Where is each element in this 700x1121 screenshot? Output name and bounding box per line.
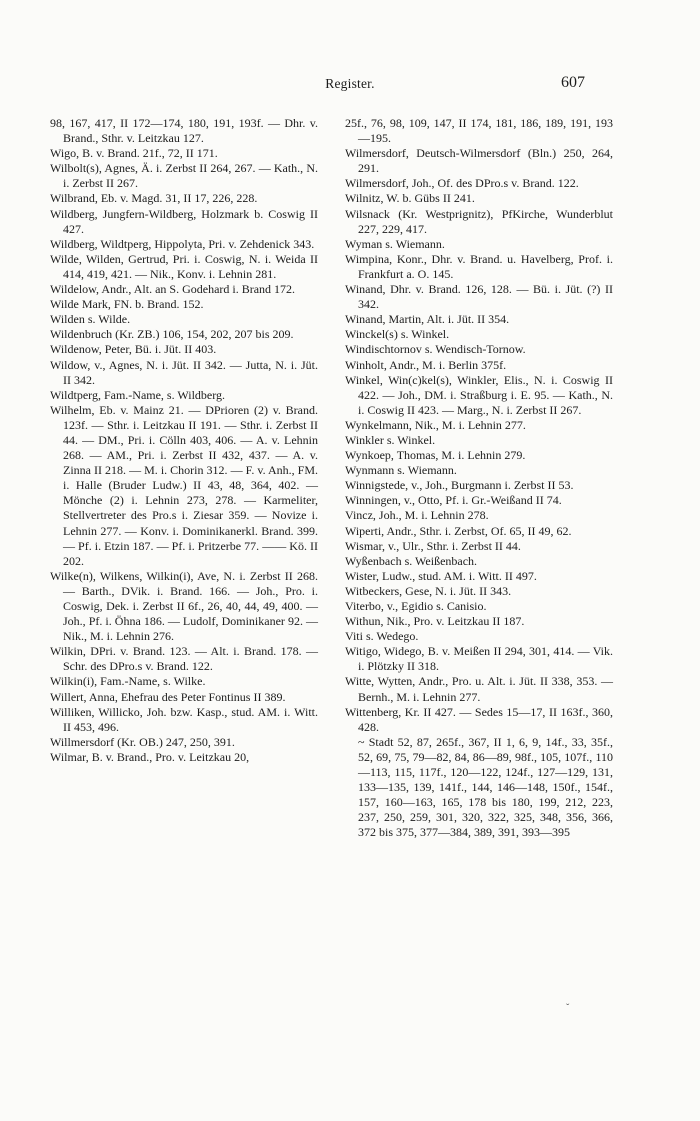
index-entry: Wynkelmann, Nik., M. i. Lehnin 277. xyxy=(345,417,526,432)
index-entry: Wildenbruch (Kr. ZB.) 106, 154, 202, 207 bis 209. xyxy=(50,327,294,342)
index-entry: Wildtperg, Fam.-Name, s. Wildberg. xyxy=(50,387,226,402)
index-entry: Willmersdorf (Kr. OB.) 247, 250, 391. xyxy=(50,734,235,749)
index-entry: Williken, Willicko, Joh. bzw. Kasp., stud. AM. i. Witt. II 453, 496. xyxy=(50,704,318,734)
index-entry: Wildelow, Andr., Alt. an S. Godehard i. Brand 172. xyxy=(50,282,296,297)
index-entry: Wildenow, Peter, Bü. i. Jüt. II 403. xyxy=(50,342,217,357)
index-entry: Winand, Dhr. v. Brand. 126, 128. — Bü. i. Jüt. (?) II 342. xyxy=(345,282,613,312)
index-entry: Wilsnack (Kr. Westprignitz), PfKirche, Wunderblut 227, 229, 417. xyxy=(345,206,613,236)
index-entry: Wimpina, Konr., Dhr. v. Brand. u. Havelberg, Prof. i. Frankfurt a. O. 145. xyxy=(345,251,613,281)
index-column-right xyxy=(345,116,613,841)
index-entry: Winkel, Win(c)kel(s), Winkler, Elis., N. i. Coswig II 422. — Joh., DM. i. Straßburg i. E. 95. — Kath., N. i. Coswig II 423. — Marg., N. i. Zerbst II 267. xyxy=(345,372,613,417)
index-entry: Wilnitz, W. b. Gübs II 241. xyxy=(345,191,475,206)
index-entry: Wilbolt(s), Agnes, Ä. i. Zerbst II 264, 267. — Kath., N. i. Zerbst II 267. xyxy=(50,161,318,191)
index-entry: Wilke(n), Wilkens, Wilkin(i), Ave, N. i. Zerbst II 268. — Barth., DVik. i. Brand. 166. — Joh., Pro. i. Coswig, Dek. i. Zerbst II 6f., 26, 40, 44, 49, 400. — Joh., Pf. i. Öhna 186. — Ludolf, Dominikaner 92. — Nik., M. i. Lehnin 276. xyxy=(50,568,318,644)
index-entry: Wilkin, DPri. v. Brand. 123. — Alt. i. Brand. 178. — Schr. des DPro.s v. Brand. 122. xyxy=(50,644,318,674)
index-entry: Witbeckers, Gese, N. i. Jüt. II 343. xyxy=(345,583,512,598)
index-entry: Winnigstede, v., Joh., Burgmann i. Zerbst II 53. xyxy=(345,478,574,493)
index-column-left xyxy=(50,116,318,765)
running-title: Register. xyxy=(325,76,375,91)
index-entry: Wilmar, B. v. Brand., Pro. v. Leitzkau 20, xyxy=(50,749,250,764)
index-entry: Winningen, v., Otto, Pf. i. Gr.-Weißand II 74. xyxy=(345,493,562,508)
index-entry: Winkler s. Winkel. xyxy=(345,432,436,447)
index-entry: Witigo, Widego, B. v. Meißen II 294, 301, 414. — Vik. i. Plötzky II 318. xyxy=(345,644,613,674)
index-entry: Wismar, v., Ulr., Sthr. i. Zerbst II 44. xyxy=(345,538,521,553)
index-entry: Wynkoep, Thomas, M. i. Lehnin 279. xyxy=(345,448,526,463)
index-entry: Winholt, Andr., M. i. Berlin 375f. xyxy=(345,357,507,372)
index-entry: Viterbo, v., Egidio s. Canisio. xyxy=(345,599,487,613)
index-entry: Witte, Wytten, Andr., Pro. u. Alt. i. Jüt. II 338, 353. — Bernh., M. i. Lehnin 277. xyxy=(345,674,613,704)
index-entry: Wister, Ludw., stud. AM. i. Witt. II 497. xyxy=(345,568,537,583)
index-entry: Wilhelm, Eb. v. Mainz 21. — DPrioren (2) v. Brand. 123f. — Sthr. i. Leitzkau II 191. — Sthr. i. Zerbst II 44. — DM., Pri. i. Cölln 403, 406. — A. v. Lehnin 268. — AM., Pri. i. Zerbst II 432, 437. — A. v. Zinna II 218. — M. i. Chorin 312. — F. v. Anh., FM. i. Halle (Bruder Ludw.) II 43, 48, 364, 402. — Mönche (2) i. Lehnin 273, 278. — Karmeliter, Stellvertreter des Pro.s i. Ziesar 359. — Novize i. Lehnin 277. — Konv. i. Dominikanerkl. Brand. 399. — Pf. i. Etzin 187. — Pf. i. Pritzerbe 77. —— Kö. II 202. xyxy=(50,402,318,568)
print-mark: ˇ xyxy=(566,1003,570,1014)
index-entry: Wilkin(i), Fam.-Name, s. Wilke. xyxy=(50,674,206,689)
index-entry: Withun, Nik., Pro. v. Leitzkau II 187. xyxy=(345,614,525,629)
index-entry: Wiperti, Andr., Sthr. i. Zerbst, Of. 65, II 49, 62. xyxy=(345,523,572,538)
index-entry: Winckel(s) s. Winkel. xyxy=(345,327,450,342)
index-entry: Wilbrand, Eb. v. Magd. 31, II 17, 226, 228. xyxy=(50,191,258,206)
page-number: 607 xyxy=(561,74,585,91)
index-entry: Wyßenbach s. Weißenbach. xyxy=(345,553,478,568)
index-entry: Willert, Anna, Ehefrau des Peter Fontinus II 389. xyxy=(50,689,286,704)
index-entry: Windischtornov s. Wendisch-Tornow. xyxy=(345,342,526,357)
index-entry: Wilde Mark, FN. b. Brand. 152. xyxy=(50,297,204,312)
index-entry: Wilden s. Wilde. xyxy=(50,312,131,327)
index-entry: Wittenberg, Kr. II 427. — Sedes 15—17, II 163f., 360, 428. xyxy=(345,704,613,734)
index-entry: 25f., 76, 98, 109, 147, II 174, 181, 186, 189, 191, 193—195. xyxy=(345,116,613,146)
index-entry: Vincz, Joh., M. i. Lehnin 278. xyxy=(345,508,489,523)
index-entry: Wigo, B. v. Brand. 21f., 72, II 171. xyxy=(50,146,218,161)
index-entry: 98, 167, 417, II 172—174, 180, 191, 193f. — Dhr. v. Brand., Sthr. v. Leitzkau 127. xyxy=(50,116,318,146)
index-entry: Wilmersdorf, Joh., Of. des DPro.s v. Brand. 122. xyxy=(345,176,579,191)
index-entry: ~ Stadt 52, 87, 265f., 367, II 1, 6, 9, 14f., 33, 35f., 52, 69, 75, 79—82, 84, 86—89, 98f., 105, 107f., 110—113, 115, 117f., 120—122, 124f., 127—129, 131, 133—135, 139, 141f., 144, 146—148, 150f., 154f., 157, 160—163, 165, 178 bis 180, 199, 212, 223, 237, 250, 259, 301, 320, 322, 325, 348, 356, 366, 372 bis 375, 377—384, 389, 391, 393—395 xyxy=(358,734,613,840)
index-entry: Wynmann s. Wiemann. xyxy=(345,463,457,478)
index-entry: Wildberg, Wildtperg, Hippolyta, Pri. v. Zehdenick 343. xyxy=(50,236,315,251)
index-entry: Wilde, Wilden, Gertrud, Pri. i. Coswig, N. i. Weida II 414, 419, 421. — Nik., Konv. i. Lehnin 281. xyxy=(50,251,318,281)
index-entry: Wilmersdorf, Deutsch-Wilmersdorf (Bln.) 250, 264, 291. xyxy=(345,146,613,176)
index-entry: Wildberg, Jungfern-Wildberg, Holzmark b. Coswig II 427. xyxy=(50,206,318,236)
index-entry: Winand, Martin, Alt. i. Jüt. II 354. xyxy=(345,312,510,327)
index-entry: Wyman s. Wiemann. xyxy=(345,236,445,251)
index-entry: Wildow, v., Agnes, N. i. Jüt. II 342. — Jutta, N. i. Jüt. II 342. xyxy=(50,357,318,387)
index-entry: Viti s. Wedego. xyxy=(345,629,419,644)
